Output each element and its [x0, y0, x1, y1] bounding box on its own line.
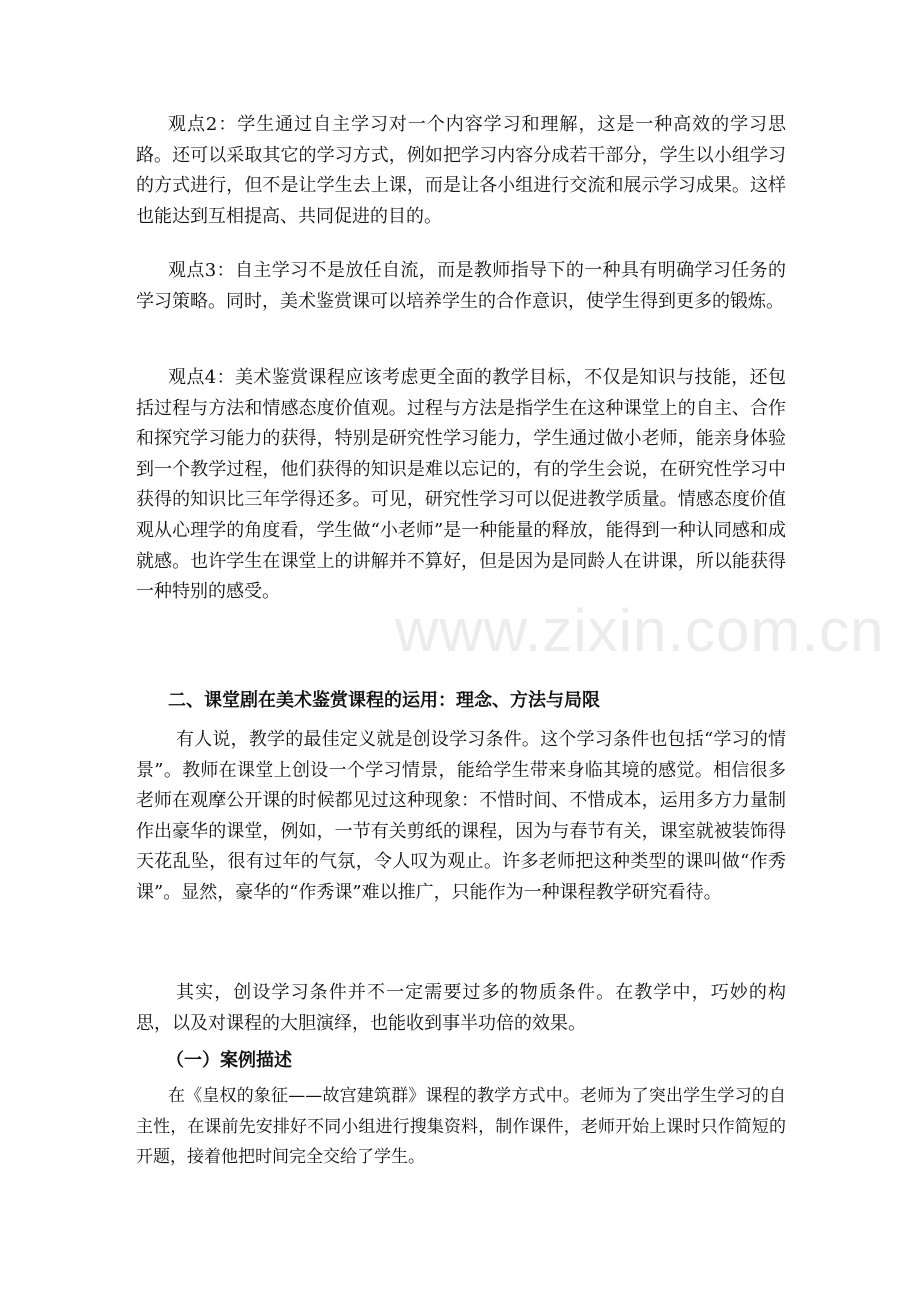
paragraph-viewpoint-2: 观点2：学生通过自主学习对一个内容学习和理解，这是一种高效的学习思路。还可以采取其它的学习方式，例如把学习内容分成若干部分，学生以小组学习的方式进行，但不是让学生去上课，而是让各小组进行交流和展示学习成果。这样也能达到互相提高、共同促进的目的。 — [136, 114, 786, 227]
paragraph-learning-conditions: 有人说，教学的最佳定义就是创设学习条件。这个学习条件也包括“学习的情景”。教师在课堂上创设一个学习情景，能给学生带来身临其境的感觉。相信很多老师在观摩公开课的时候都见过这种现象：不惜时间、不惜成本，运用多方力量制作出豪华的课堂，例如，一节有关剪纸的课程，因为与春节有关，课室就被装饰得天花乱坠，很有过年的气氛，令人叹为观止。许多老师把这种类型的课叫做“作秀课”。显然，豪华的“作秀课”难以推广，只能作为一种课程教学研究看待。 — [136, 729, 786, 903]
paragraph-case-description: 在《皇权的象征——故宫建筑群》课程的教学方式中。老师为了突出学生学习的自主性，在课前先安排好不同小组进行搜集资料，制作课件，老师开始上课时只作简短的开题，接着他把时间完全交给了学生。 — [136, 1086, 786, 1168]
paragraph-viewpoint-4: 观点4：美术鉴赏课程应该考虑更全面的教学目标，不仅是知识与技能，还包括过程与方法和情感态度价值观。过程与方法是指学生在这种课堂上的自主、合作和探究学习能力的获得，特别是研究性学习能力，学生通过做小老师，能亲身体验到一个教学过程，他们获得的知识是难以忘记的，有的学生会说，在研究性学习中获得的知识比三年学得还多。可见，研究性学习可以促进教学质量。情感态度价值观从心理学的角度看，学生做“小老师”是一种能量的释放，能得到一种认同感和成就感。也许学生在课堂上的讲解并不算好，但是因为是同龄人在讲课，所以能获得一种特别的感受。 — [136, 367, 786, 603]
paragraph-creative-design: 其实，创设学习条件并不一定需要过多的物质条件。在教学中，巧妙的构思，以及对课程的大胆演绎，也能收到事半功倍的效果。 — [136, 982, 786, 1034]
subheading-case-description: （一）案例描述 — [166, 1050, 292, 1071]
paragraph-viewpoint-3: 观点3：自主学习不是放任自流，而是教师指导下的一种具有明确学习任务的学习策略。同时，美术鉴赏课可以培养学生的合作意识，使学生得到更多的锻炼。 — [136, 260, 786, 312]
watermark-text: www.zixin.com.cn — [395, 597, 885, 664]
section-heading-2: 二、课堂剧在美术鉴赏课程的运用：理念、方法与局限 — [168, 690, 600, 711]
